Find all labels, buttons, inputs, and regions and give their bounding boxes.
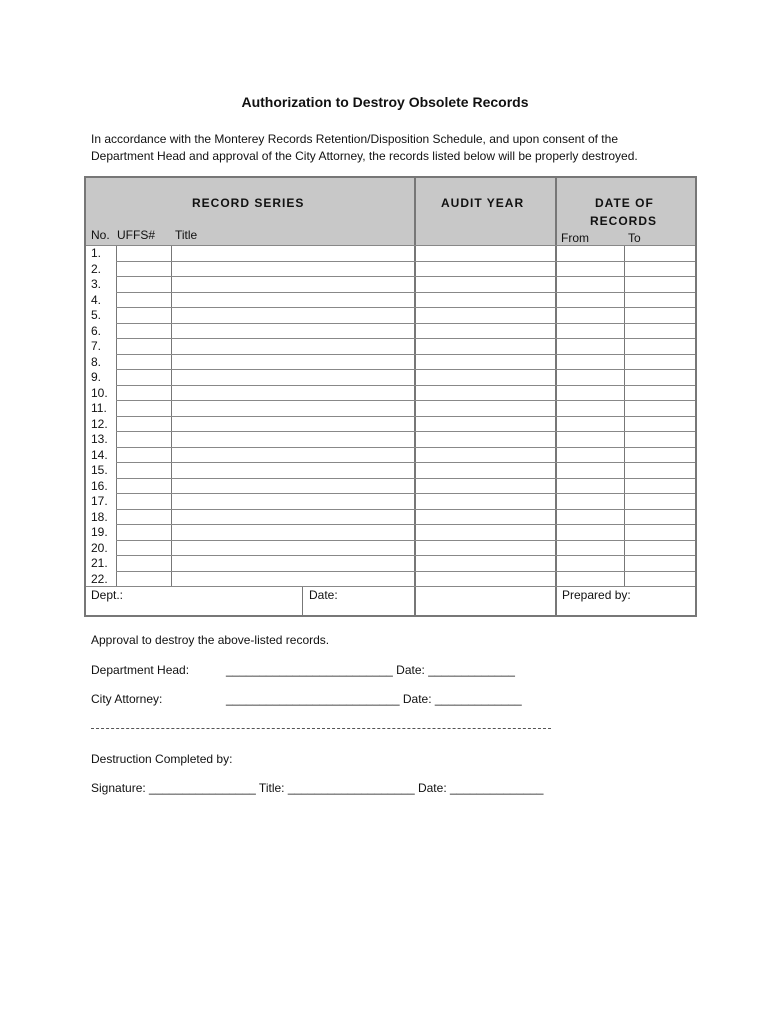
row-rule bbox=[116, 447, 695, 448]
row-number: 13. bbox=[91, 432, 108, 446]
row-rule bbox=[116, 385, 695, 386]
row-rule bbox=[116, 571, 695, 572]
row-number: 8. bbox=[91, 354, 102, 369]
column-no: No. bbox=[91, 228, 110, 242]
row-rule bbox=[116, 276, 695, 277]
row-rule bbox=[116, 524, 695, 525]
record-series-heading: RECORD SERIES bbox=[192, 196, 305, 210]
row-number: 17. bbox=[91, 494, 108, 508]
row-rule bbox=[116, 493, 695, 494]
row-rule bbox=[116, 540, 695, 541]
row-rule bbox=[116, 400, 695, 401]
row-number: 5. bbox=[91, 308, 102, 322]
row-number: 10. bbox=[91, 385, 108, 400]
prepared-by-field[interactable]: Prepared by: bbox=[562, 588, 631, 602]
header-rule bbox=[86, 245, 695, 246]
row-rule bbox=[116, 323, 695, 324]
column-from: From bbox=[561, 231, 589, 245]
row-number: 7. bbox=[91, 339, 102, 353]
row-rule bbox=[116, 555, 695, 556]
row-number: 14. bbox=[91, 447, 108, 462]
date-of-records-heading-line-2: RECORDS bbox=[590, 214, 658, 228]
intro-paragraph bbox=[91, 131, 711, 165]
row-rule bbox=[116, 307, 695, 308]
destruction-signature-line[interactable]: Signature: ________________ Title: ___________________ Date: ______________ bbox=[91, 781, 544, 795]
row-number: 11. bbox=[91, 401, 107, 415]
row-rule bbox=[116, 478, 695, 479]
department-head-label: Department Head: bbox=[91, 663, 190, 677]
row-number: 18. bbox=[91, 509, 108, 524]
approval-heading: Approval to destroy the above-listed records. bbox=[91, 633, 330, 647]
divider-audit bbox=[414, 178, 416, 615]
row-number: 22. bbox=[91, 571, 108, 586]
column-title: Title bbox=[175, 228, 198, 242]
row-rule bbox=[116, 338, 695, 339]
row-number: 6. bbox=[91, 323, 102, 338]
row-rule bbox=[116, 431, 695, 432]
row-rule bbox=[116, 354, 695, 355]
audit-year-heading: AUDIT YEAR bbox=[441, 196, 525, 210]
row-rule bbox=[116, 509, 695, 510]
row-number: 20. bbox=[91, 540, 108, 555]
department-head-signature-line[interactable]: _________________________ Date: _____________ bbox=[226, 663, 515, 677]
dashed-separator bbox=[91, 728, 551, 729]
row-rule bbox=[116, 369, 695, 370]
row-number: 1. bbox=[91, 246, 102, 260]
destruction-heading: Destruction Completed by: bbox=[91, 752, 233, 766]
row-rule bbox=[116, 292, 695, 293]
row-rule bbox=[116, 261, 695, 262]
row-number: 19. bbox=[91, 525, 108, 539]
row-number: 21. bbox=[91, 556, 108, 570]
date-field[interactable]: Date: bbox=[309, 588, 338, 602]
column-uffs: UFFS# bbox=[117, 228, 156, 242]
intro-line-1: In accordance with the Monterey Records Retention/Disposition Schedule, and upon consent of the bbox=[91, 132, 618, 146]
dept-field[interactable]: Dept.: bbox=[91, 588, 124, 602]
date-of-records-heading-line-1: DATE OF bbox=[595, 196, 654, 210]
row-number: 9. bbox=[91, 370, 102, 384]
city-attorney-label: City Attorney: bbox=[91, 692, 163, 706]
intro-line-2: Department Head and approval of the City Attorney, the records listed below will be properly destroyed. bbox=[91, 149, 638, 163]
row-number: 16. bbox=[91, 478, 108, 493]
divider-dates bbox=[555, 178, 557, 615]
row-number: 3. bbox=[91, 277, 102, 291]
row-rule bbox=[86, 586, 695, 587]
records-table bbox=[84, 176, 697, 617]
row-number: 12. bbox=[91, 416, 108, 431]
row-number: 4. bbox=[91, 292, 102, 307]
row-number: 2. bbox=[91, 261, 102, 276]
row-rule bbox=[116, 462, 695, 463]
row-number: 15. bbox=[91, 463, 108, 477]
audit-year-header bbox=[416, 178, 555, 245]
divider-footer-date bbox=[302, 586, 303, 615]
column-to: To bbox=[628, 231, 641, 245]
row-rule bbox=[116, 416, 695, 417]
page-title: Authorization to Destroy Obsolete Records bbox=[241, 94, 529, 110]
city-attorney-signature-line[interactable]: __________________________ Date: _____________ bbox=[226, 692, 522, 706]
